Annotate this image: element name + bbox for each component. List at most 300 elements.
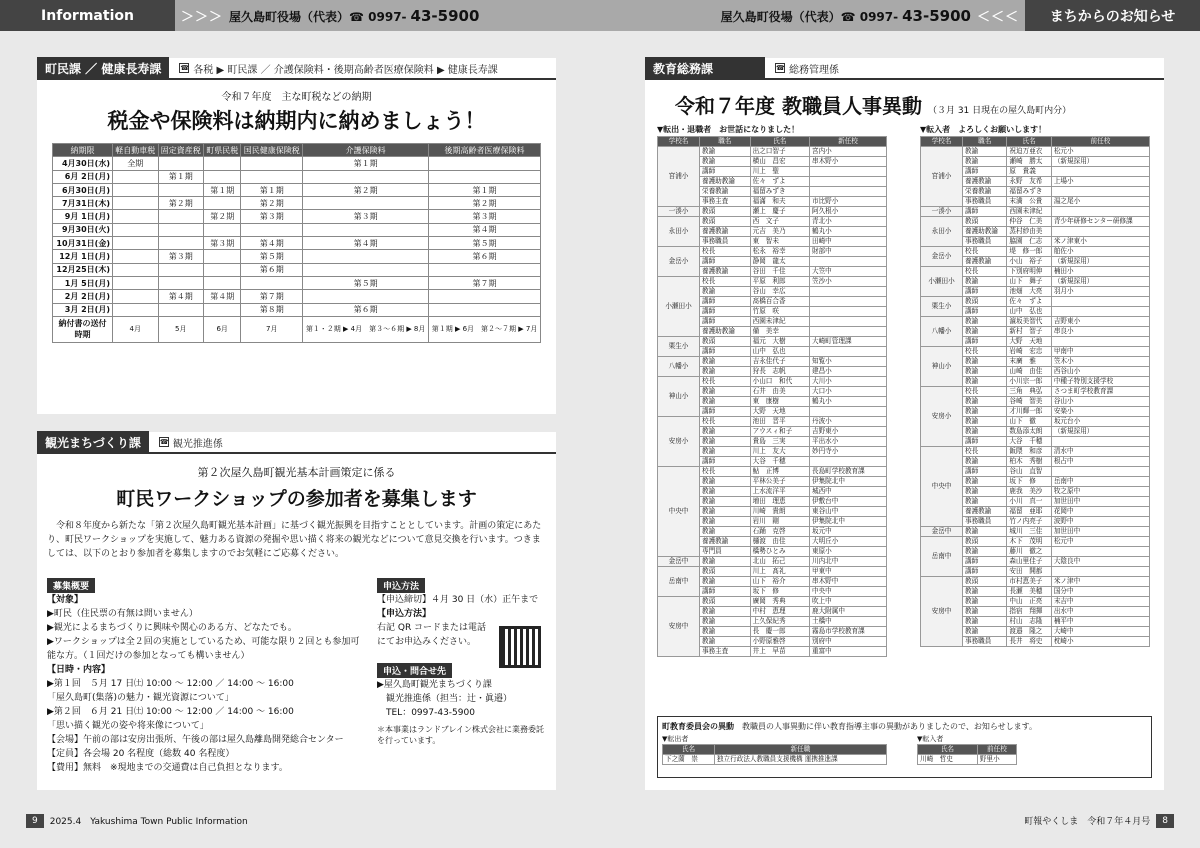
- staff-name: 川上 髙礼: [750, 567, 809, 577]
- send-label: 納付書の送付時期: [53, 316, 113, 342]
- tax-cell: [158, 210, 204, 223]
- tax-cell: [241, 157, 303, 170]
- position: 専門員: [700, 547, 751, 557]
- position: 教諭: [700, 477, 751, 487]
- in-label: ▼転入者 よろしくお願いします！: [920, 125, 1047, 134]
- position: 教諭: [700, 437, 751, 447]
- staff-name: 瀬上 慶子: [750, 207, 809, 217]
- school: 伊敷台中: [810, 497, 887, 507]
- school-name: 金岳小: [658, 247, 700, 277]
- fee: 【費用】無料 ※現地までの交通費は自己負担となります。: [47, 763, 288, 773]
- school: 丹波小: [810, 417, 887, 427]
- school-name: 小瀬田小: [921, 267, 963, 297]
- school: 土橋中: [810, 617, 887, 627]
- school: 妙円寺小: [810, 447, 887, 457]
- staff-name: 狩長 志帆: [750, 367, 809, 377]
- tax-cell: [113, 223, 159, 236]
- school-name: 岳南中: [658, 567, 700, 597]
- school: 平出水小: [810, 437, 887, 447]
- position: 校長: [963, 447, 1007, 457]
- staff-name: 三角 典弘: [1007, 387, 1051, 397]
- school: [810, 457, 887, 467]
- position: 教諭: [700, 367, 751, 377]
- staff-name: 原 貴義: [1007, 167, 1051, 177]
- school-name: 安房小: [658, 417, 700, 467]
- school: 甲東中: [810, 567, 887, 577]
- school-name: 宮浦小: [658, 147, 700, 207]
- town-news-tab: まちからのお知らせ: [1025, 0, 1200, 31]
- position: 教諭: [700, 607, 751, 617]
- position: 教諭: [700, 577, 751, 587]
- position: 教諭: [700, 617, 751, 627]
- due-date: 4月30日(水): [53, 157, 113, 170]
- staff-name: 谷山 幸広: [750, 287, 809, 297]
- school: 国分中: [1051, 587, 1149, 597]
- school: 串木野小: [810, 157, 887, 167]
- table-row: [53, 223, 541, 236]
- staff-name: 末廣 雅: [1007, 357, 1051, 367]
- staff-name: 岩崎 宏忠: [1007, 347, 1051, 357]
- table-row: [53, 276, 541, 289]
- position: 講師: [700, 307, 751, 317]
- staff-name: 小山 裕子: [1007, 257, 1051, 267]
- tax-cell: 第４期: [429, 223, 541, 236]
- school: 城西中: [810, 487, 887, 497]
- staff-name: 新村 智子: [1007, 327, 1051, 337]
- position: 校長: [700, 247, 751, 257]
- table-row: [921, 387, 1150, 397]
- position: 教諭: [963, 277, 1007, 287]
- due-date: 12月 1日(月): [53, 250, 113, 263]
- tax-cell: [429, 290, 541, 303]
- session-1: ▶第１回 ５月 17 日㈯ 10:00 〜 12:00 ／ 14:00 〜 16:00: [47, 679, 294, 689]
- tax-cell: 第１期: [429, 183, 541, 196]
- tax-cell: [204, 250, 241, 263]
- school: [1051, 167, 1149, 177]
- session-1-topic: 「屋久島町(集落)の魅力・観光資源について」: [47, 693, 234, 703]
- staff-name: 指宿 翔揮: [1007, 607, 1051, 617]
- tax-cell: 第２期: [204, 210, 241, 223]
- tax-cell: [429, 303, 541, 316]
- staff-name: 福留 亜耶: [1007, 507, 1051, 517]
- position: 教諭: [963, 547, 1007, 557]
- info-tab: Information: [0, 0, 175, 31]
- staff-name: 末満 公貴: [1007, 197, 1051, 207]
- staff-name: 長 慶一郎: [750, 627, 809, 637]
- school-name: 一湊小: [921, 207, 963, 217]
- school: 建昌小: [810, 367, 887, 377]
- staff-name: 井上 早苗: [750, 647, 809, 657]
- school: 知覧小: [810, 357, 887, 367]
- staff-name: 山中 弘也: [750, 347, 809, 357]
- send-period: 4月: [113, 316, 159, 342]
- position: 養護教諭: [963, 507, 1007, 517]
- table-row: [658, 567, 887, 577]
- tax-col-header: 介護保険料: [303, 144, 429, 157]
- position: 校長: [700, 377, 751, 387]
- tour-intro: 令和８年度から新たな「第２次屋久島町観光基本計画」に基づく観光振興を目指すこととしています。計画の策定にあたり、町民ワークショップを実施して、魅力ある資源の発掘や思い描く将来の観光などについて意見交換を行います。つきましては、以下のとおり参加者を募集しますのでお気軽にご応募ください。: [47, 521, 542, 559]
- edu-contact: 総務管理係: [789, 64, 839, 76]
- due-date: 6月30日(月): [53, 183, 113, 196]
- tax-cell: [158, 223, 204, 236]
- school-name: 中央中: [921, 447, 963, 527]
- school-name: 安房小: [921, 387, 963, 447]
- position: 校長: [963, 387, 1007, 397]
- staff-name: 北山 拓己: [750, 557, 809, 567]
- board-text: 教職員の人事異動に伴い教育指導主事の異動がありましたので、お知らせします。: [742, 722, 1037, 731]
- school-name: 金岳中: [658, 557, 700, 567]
- tax-title: 税金や保険料は納期内に納めましょう！: [107, 109, 486, 133]
- staff-name: 山崎 由佳: [1007, 367, 1051, 377]
- position: 教諭: [963, 497, 1007, 507]
- tour-title: 町民ワークショップの参加者を募集します: [116, 488, 477, 510]
- tax-cell: [241, 170, 303, 183]
- position: 教諭: [963, 587, 1007, 597]
- table-row: [921, 267, 1150, 277]
- position: 講師: [963, 337, 1007, 347]
- table-row: [921, 447, 1150, 457]
- staff-name: 安田 開都: [1007, 567, 1051, 577]
- staff-name: 西 文子: [750, 217, 809, 227]
- left-header: [0, 0, 600, 31]
- tax-cell: [204, 157, 241, 170]
- school: 大川小: [810, 377, 887, 387]
- school: [1051, 467, 1149, 477]
- position: 教諭: [963, 367, 1007, 377]
- tax-cell: [204, 223, 241, 236]
- tax-col-header: 納期限: [53, 144, 113, 157]
- school: 伊集院北中: [810, 517, 887, 527]
- staff-name: 西園未津紀: [1007, 207, 1051, 217]
- position: 教諭: [700, 157, 751, 167]
- due-date: 1月 5日(月): [53, 276, 113, 289]
- board-box: [657, 716, 1152, 778]
- position: 教諭: [700, 557, 751, 567]
- staff-name: 福元 大樹: [750, 337, 809, 347]
- position: 教諭: [963, 607, 1007, 617]
- position: 養護教諭: [700, 267, 751, 277]
- tax-header-bar: [37, 58, 556, 80]
- school: 伊集院北中: [810, 477, 887, 487]
- table-row: [658, 337, 887, 347]
- education-section: [645, 58, 1164, 790]
- table-row: [658, 217, 887, 227]
- school: [1051, 437, 1149, 447]
- staff-name: 下別府明伸: [1007, 267, 1051, 277]
- position: 教諭: [963, 327, 1007, 337]
- phone-icon: ☎: [180, 64, 190, 72]
- position: 養護教諭: [700, 227, 751, 237]
- staff-name: 横山 昌宏: [750, 157, 809, 167]
- school-name: 安房中: [921, 577, 963, 647]
- tax-cell: [303, 170, 429, 183]
- school: 田崎中: [810, 237, 887, 247]
- out-label: ▼転出・退職者 お世話になりました！: [657, 125, 800, 134]
- left-footer-text: 2025.4 Yakushima Town Public Information: [49, 817, 248, 827]
- school: 吉野東小: [810, 427, 887, 437]
- table-row: [921, 147, 1150, 157]
- position: 教諭: [963, 147, 1007, 157]
- position: 教諭: [700, 527, 751, 537]
- position: 教諭: [700, 497, 751, 507]
- board-in-table: 氏名 前任校 川崎 哲史 野里小: [917, 744, 1017, 765]
- due-date: 9月30日(火): [53, 223, 113, 236]
- position: 講師: [963, 207, 1007, 217]
- staff-name: 石踊 克啓: [750, 527, 809, 537]
- school: [1051, 297, 1149, 307]
- school: 大崎中: [1051, 627, 1149, 637]
- staff-name: 小山口 和代: [750, 377, 809, 387]
- position: 事務主査: [700, 647, 751, 657]
- tax-cell: [158, 303, 204, 316]
- position: 講師: [700, 297, 751, 307]
- table-row: [921, 347, 1150, 357]
- staff-name: 蒸村紗由美: [1007, 227, 1051, 237]
- qr-code[interactable]: [499, 626, 541, 668]
- tax-cell: [303, 263, 429, 276]
- school: （新規採用）: [1051, 257, 1149, 267]
- send-period: 5月: [158, 316, 204, 342]
- position: 講師: [963, 567, 1007, 577]
- table-row: [658, 277, 887, 287]
- school: 米ノ津東小: [1051, 237, 1149, 247]
- position: 教諭: [963, 487, 1007, 497]
- tour-subtitle: 第２次屋久島町観光基本計画策定に係る: [197, 466, 396, 479]
- staff-name: 谷田 千佳: [750, 267, 809, 277]
- tax-cell: [113, 303, 159, 316]
- school: [1051, 227, 1149, 237]
- staff-name: 福留みずき: [750, 187, 809, 197]
- position: 講師: [700, 257, 751, 267]
- position: 教諭: [963, 597, 1007, 607]
- left-footer: [0, 812, 600, 829]
- staff-name: 濵坂美智代: [1007, 317, 1051, 327]
- table-row: [921, 207, 1150, 217]
- table-row: [921, 527, 1150, 537]
- tax-cell: [429, 157, 541, 170]
- position: 教諭: [963, 627, 1007, 637]
- position: 校長: [963, 267, 1007, 277]
- school: 花岡中: [1051, 507, 1149, 517]
- staff-name: 脇園 仁志: [1007, 237, 1051, 247]
- school: 川内北中: [810, 557, 887, 567]
- school: 中央中: [810, 587, 887, 597]
- schedule-label: 【日時・内容】: [47, 665, 111, 675]
- staff-name: 川崎 貴朗: [750, 507, 809, 517]
- table-row: [658, 597, 887, 607]
- tax-cell: 第６期: [303, 303, 429, 316]
- school: 笠沙小: [810, 277, 887, 287]
- staff-name: 数島添太朗: [1007, 427, 1051, 437]
- school: （新規採用）: [1051, 427, 1149, 437]
- school: [1051, 307, 1149, 317]
- position: 教諭: [963, 527, 1007, 537]
- staff-name: 吉永佳代子: [750, 357, 809, 367]
- position: 教諭: [963, 417, 1007, 427]
- edu-dept: 教育総務課: [645, 57, 765, 79]
- position: 養護教諭: [700, 537, 751, 547]
- inquiry-3: TEL：0997-43-5900: [377, 708, 475, 718]
- school: 波野中: [1051, 517, 1149, 527]
- school: [1051, 207, 1149, 217]
- edu-title: 令和７年度 教職員人事異動: [675, 94, 922, 118]
- tax-cell: [429, 263, 541, 276]
- school: 末吉中: [1051, 597, 1149, 607]
- staff-name: 坂下 修: [750, 587, 809, 597]
- contact-right: 屋久島町役場（代表）☎ 0997- 43-5900: [720, 6, 971, 25]
- school-name: 栗生小: [921, 297, 963, 317]
- tour-dept: 観光まちづくり課: [37, 431, 149, 453]
- tax-dept: 町民課 ／ 健康長寿課: [37, 57, 169, 79]
- school: [810, 167, 887, 177]
- edu-col-header: 職名: [700, 137, 751, 147]
- right-footer-text: 町報やくしま 令和７年４月号: [1024, 817, 1151, 827]
- staff-name: 柏木 秀樹: [1007, 457, 1051, 467]
- staff-name: 木下 茂明: [1007, 537, 1051, 547]
- tax-cell: 第６期: [241, 263, 303, 276]
- edu-col-header: 学校名: [921, 137, 963, 147]
- staff-name: 川上 友大: [750, 447, 809, 457]
- tax-col-header: 町県民税: [204, 144, 241, 157]
- staff-name: 髙橋百合香: [750, 297, 809, 307]
- staff-name: 小野原雅啓: [750, 637, 809, 647]
- tax-cell: [113, 183, 159, 196]
- school: 大笠中: [810, 267, 887, 277]
- deadline: 【申込締切】４月 30 日（水）正午まで: [377, 595, 539, 605]
- tax-cell: [158, 276, 204, 289]
- table-row: [921, 297, 1150, 307]
- school: [810, 347, 887, 357]
- school-name: 金岳小: [921, 247, 963, 267]
- right-page-num: 8: [1156, 814, 1174, 828]
- school: （新規採用）: [1051, 157, 1149, 167]
- school: 根占中: [1051, 457, 1149, 467]
- school: 出水中: [1051, 607, 1149, 617]
- tax-cell: 第２期: [429, 197, 541, 210]
- staff-name: 川上 聖: [750, 167, 809, 177]
- position: 事務職員: [963, 197, 1007, 207]
- tax-cell: [241, 223, 303, 236]
- position: 教頭: [700, 567, 751, 577]
- school-name: 神山小: [658, 377, 700, 417]
- due-date: 10月31日(金): [53, 237, 113, 250]
- position: 校長: [700, 277, 751, 287]
- school: [810, 407, 887, 417]
- staff-name: 元吉 美乃: [750, 227, 809, 237]
- staff-name: 竹ノ内亮子: [1007, 517, 1051, 527]
- tax-cell: 第２期: [158, 197, 204, 210]
- tax-cell: 第１期: [158, 170, 204, 183]
- table-row: [53, 197, 541, 210]
- school-name: 中央中: [658, 467, 700, 557]
- school: 重富中: [810, 647, 887, 657]
- staff-name: 大谷 千穂: [750, 457, 809, 467]
- target-2: ▶観光によるまちづくりに興味や関心のある方、どなたでも。: [47, 623, 297, 633]
- tax-col-header: 後期高齢者医療保険料: [429, 144, 541, 157]
- school: 松元中: [1051, 537, 1149, 547]
- position: 教諭: [700, 487, 751, 497]
- table-row: [921, 317, 1150, 327]
- school: 加世田中: [1051, 527, 1149, 537]
- tax-cell: 第１期: [204, 183, 241, 196]
- staff-name: 廣岡 秀典: [750, 597, 809, 607]
- tax-cell: [113, 250, 159, 263]
- board-label: 町教育委員会の異動: [662, 722, 734, 731]
- staff-name: 樋渡 由佳: [750, 537, 809, 547]
- send-period: 第１・２期 ▶ 4月 第３〜６期 ▶ 8月: [303, 316, 429, 342]
- tax-cell: [204, 303, 241, 316]
- edu-col-header: 氏名: [750, 137, 809, 147]
- table-row: [921, 537, 1150, 547]
- position: 校長: [963, 247, 1007, 257]
- table-row: [658, 467, 887, 477]
- tax-cell: 第５期: [241, 250, 303, 263]
- tax-cell: [158, 263, 204, 276]
- school: 宮内小: [810, 147, 887, 157]
- tax-cell: 第３期: [303, 210, 429, 223]
- staff-name: 鹿我 美沙: [1007, 487, 1051, 497]
- staff-name: 坂下 修: [1007, 477, 1051, 487]
- school: 岳南中: [1051, 477, 1149, 487]
- position: 講師: [963, 437, 1007, 447]
- position: 養護助教諭: [963, 227, 1007, 237]
- staff-name: 小川 真一: [1007, 497, 1051, 507]
- staff-name: 山下 舞子: [1007, 277, 1051, 287]
- school: [1051, 567, 1149, 577]
- table-row: [921, 247, 1150, 257]
- position: 養護助教諭: [700, 177, 751, 187]
- arrows-left: ＜＜＜: [976, 10, 1019, 25]
- position: 事務職員: [963, 237, 1007, 247]
- edu-col-header: 前任校: [1051, 137, 1149, 147]
- staff-name: 長瀬 美穂: [1007, 587, 1051, 597]
- due-date: 6月 2日(月): [53, 170, 113, 183]
- tax-cell: [158, 183, 204, 196]
- table-row: [658, 357, 887, 367]
- position: 教諭: [963, 377, 1007, 387]
- staff-name: 西園未津紀: [750, 317, 809, 327]
- staff-name: 祝迫万亜衣: [1007, 147, 1051, 157]
- staff-name: 城川 三佳: [1007, 527, 1051, 537]
- tax-col-header: 軽自動車税: [113, 144, 159, 157]
- staff-name: 中村 恵理: [750, 607, 809, 617]
- staff-name: 渡邉 隆之: [1007, 627, 1051, 637]
- staff-name: 石井 由美: [750, 387, 809, 397]
- due-date: 12月25日(木): [53, 263, 113, 276]
- table-row: [658, 207, 887, 217]
- school-name: 神山小: [921, 347, 963, 387]
- school: 加世田中: [1051, 497, 1149, 507]
- position: 事務職員: [963, 517, 1007, 527]
- staff-name: 仲谷 仁美: [1007, 217, 1051, 227]
- staff-name: 松永 裕幸: [750, 247, 809, 257]
- position: 講師: [700, 407, 751, 417]
- staff-name: 東 智未: [750, 237, 809, 247]
- inquiry-2: 観光推進係（担当：辻・眞邉）: [377, 694, 513, 704]
- staff-name: 長井 将史: [1007, 637, 1051, 647]
- position: 講師: [963, 467, 1007, 477]
- school: 羽月小: [1051, 287, 1149, 297]
- tax-cell: 第８期: [241, 303, 303, 316]
- staff-name: 小川宗一郎: [1007, 377, 1051, 387]
- position: 校長: [700, 467, 751, 477]
- position: 講師: [963, 307, 1007, 317]
- position: 校長: [700, 417, 751, 427]
- tax-cell: [303, 250, 429, 263]
- school: [810, 317, 887, 327]
- position: 教諭: [700, 447, 751, 457]
- tax-cell: 第７期: [429, 276, 541, 289]
